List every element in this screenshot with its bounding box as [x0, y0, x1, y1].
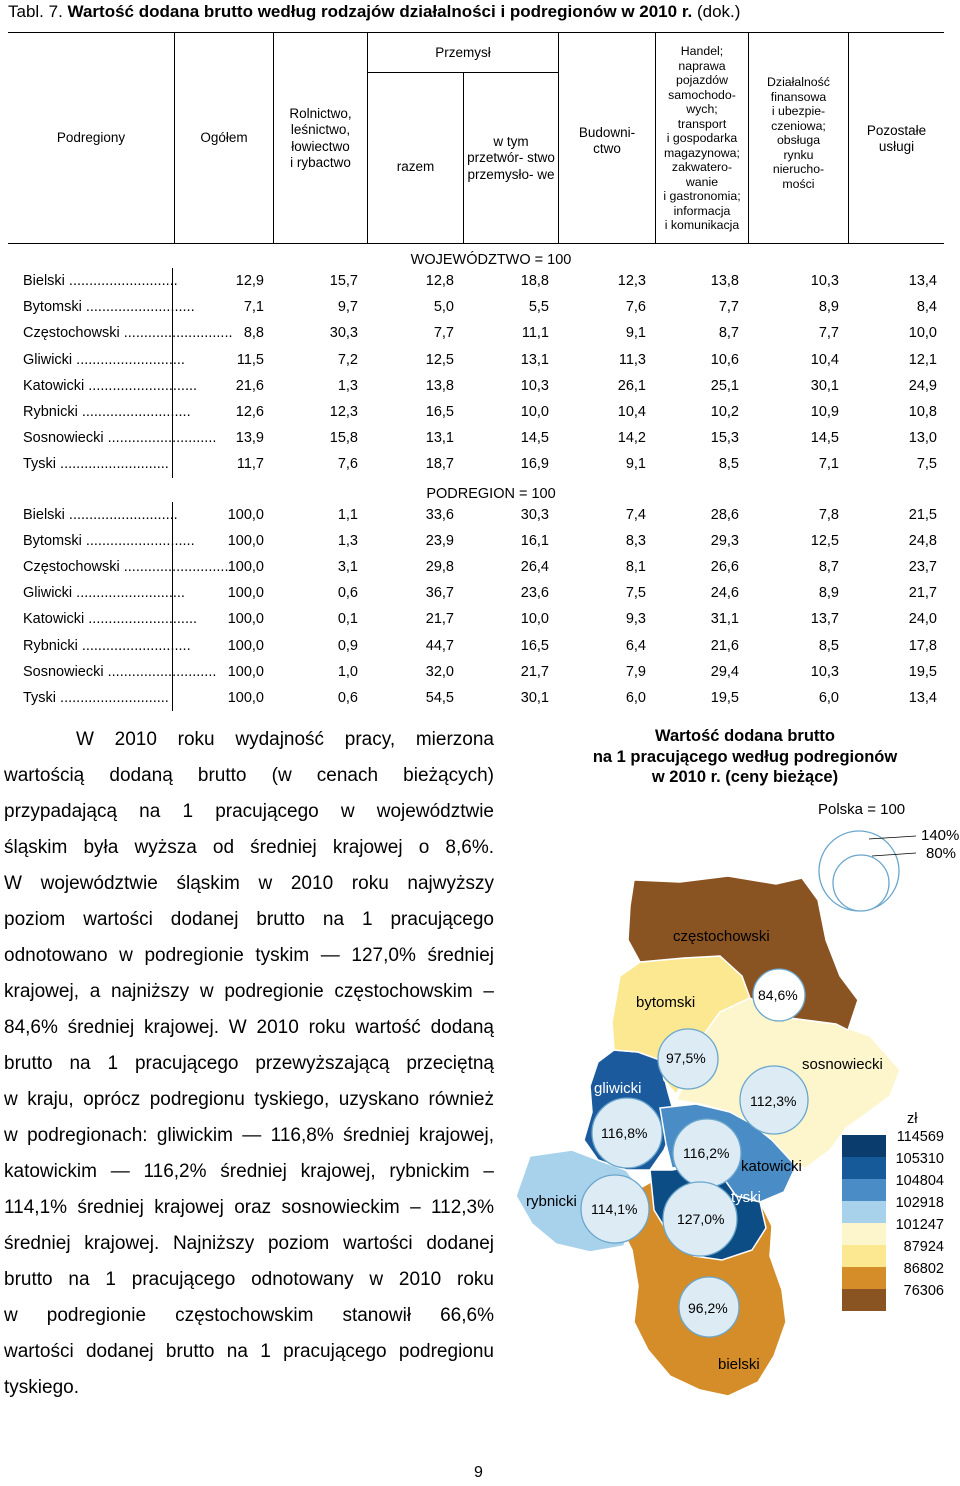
table-cell: 14,5 [810, 430, 839, 447]
map-title-line: na 1 pracującego według podregionów [592, 747, 898, 766]
table-cell: 13,8 [425, 377, 454, 394]
paragraph-line: wartością dodaną brutto (w cenach bieżących) [4, 765, 494, 786]
legend-swatch [842, 1135, 886, 1157]
table-cell: 24,0 [908, 611, 937, 628]
table-cell: 7,6 [337, 456, 358, 473]
table-cell: 5,5 [528, 299, 549, 316]
table-cell: 23,9 [425, 532, 454, 549]
table-cell: 13,0 [908, 430, 937, 447]
table-cell: 13,7 [810, 611, 839, 628]
table-cell: 10,4 [617, 404, 646, 421]
polska-reference-label: Polska = 100 [818, 801, 906, 818]
row-label: Bytomski ........................... [8, 294, 173, 320]
header-ogolem: Ogółem [174, 33, 273, 244]
paragraph-line: poziom wartości dodanej brutto na 1 pracującego [4, 909, 494, 930]
row-label: Katowicki ........................... [8, 373, 173, 399]
table-cell: 7,9 [625, 663, 646, 680]
table-cell: 18,8 [520, 273, 549, 290]
table-cell: 9,1 [625, 325, 646, 342]
table-cell: 1,3 [337, 532, 358, 549]
map-title-line: w 2010 r. (ceny bieżące) [651, 768, 839, 786]
paragraph-line: brutto na 1 pracującego przewyższającą przeciętną [4, 1053, 494, 1074]
table-cell: 100,0 [227, 585, 264, 602]
table-cell: 16,5 [425, 404, 454, 421]
page-number: 9 [474, 1464, 483, 1481]
table-cell: 8,8 [243, 325, 264, 342]
table-cell: 17,8 [908, 637, 937, 654]
table-cell: 10,3 [520, 377, 549, 394]
table-cell: 0,6 [337, 689, 358, 706]
region-label-tyski: tyski [731, 1189, 761, 1206]
table-cell: 8,9 [818, 585, 839, 602]
table-cell: 0,1 [337, 611, 358, 628]
bubble-size-legend [819, 831, 916, 911]
table-cell: 7,4 [625, 506, 646, 523]
table-cell: 30,1 [520, 689, 549, 706]
paragraph-line: w podregionie częstochowskim stanowił 66,6% [4, 1305, 494, 1326]
table-cell: 12,9 [235, 273, 264, 290]
table-cell: 24,6 [710, 585, 739, 602]
row-label: Bytomski ........................... [8, 528, 173, 554]
region-pct-czestochowski: 84,6% [758, 987, 798, 1003]
table-cell: 30,3 [329, 325, 358, 342]
legend-swatch [842, 1157, 886, 1179]
table-cell: 7,5 [625, 585, 646, 602]
table-cell: 3,1 [337, 558, 358, 575]
table-cell: 7,7 [818, 325, 839, 342]
bubble-legend-label-small: 80% [926, 845, 957, 862]
table-cell: 13,8 [710, 273, 739, 290]
table-cell: 0,6 [337, 585, 358, 602]
row-label: Bielski ........................... [8, 502, 173, 528]
table-cell: 7,8 [818, 506, 839, 523]
table-cell: 19,5 [710, 689, 739, 706]
region-label-gliwicki: gliwicki [594, 1080, 642, 1097]
table-cell: 10,0 [908, 325, 937, 342]
paragraph-line: przypadającą na 1 pracującego w województwie [4, 801, 494, 822]
legend-swatch [842, 1201, 886, 1223]
paragraph-line: 114,1% średniej krajowej oraz sosnowieckim – 112,3% [4, 1197, 494, 1218]
table-cell: 33,6 [425, 506, 454, 523]
paragraph-line: W 2010 roku wydajność pracy, mierzona [76, 729, 494, 750]
table-cell: 14,5 [520, 430, 549, 447]
table-cell: 13,4 [908, 273, 937, 290]
table-cell: 5,0 [433, 299, 454, 316]
table-cell: 8,1 [625, 558, 646, 575]
row-label: Sosnowiecki ........................... [8, 659, 173, 685]
table-cell: 12,1 [908, 351, 937, 368]
paragraph-line: odnotowano w podregionie tyskim — 127,0% średniej [4, 945, 494, 966]
table-cell: 26,4 [520, 558, 549, 575]
table-cell: 10,0 [520, 611, 549, 628]
table-cell: 26,1 [617, 377, 646, 394]
table-cell: 21,7 [908, 585, 937, 602]
bubble-legend-small [833, 855, 889, 911]
table-cell: 11,3 [618, 351, 646, 368]
table-cell: 7,5 [916, 456, 937, 473]
table-cell: 29,4 [710, 663, 739, 680]
section-heading: PODREGION = 100 [426, 485, 556, 502]
region-pct-gliwicki: 116,8% [601, 1125, 648, 1141]
table-cell: 21,6 [710, 637, 739, 654]
table-cell: 1,3 [337, 377, 358, 394]
table-cell: 6,0 [625, 689, 646, 706]
table-cell: 100,0 [227, 532, 264, 549]
table-cell: 11,7 [236, 456, 264, 473]
table-cell: 100,0 [227, 689, 264, 706]
table-cell: 100,0 [227, 611, 264, 628]
table-cell: 8,9 [818, 299, 839, 316]
row-label: Rybnicki ........................... [8, 632, 173, 658]
table-cell: 8,3 [625, 532, 646, 549]
table-cell: 24,8 [908, 532, 937, 549]
paragraph-line: katowickim — 116,2% średniej krajowej, rybnickim – [4, 1161, 494, 1182]
row-label: Katowicki ........................... [8, 606, 173, 632]
table-cell: 21,5 [908, 506, 937, 523]
table-cell: 8,5 [818, 637, 839, 654]
table-cell: 13,4 [908, 689, 937, 706]
region-pct-bielski: 96,2% [688, 1300, 728, 1316]
legend-swatch [842, 1245, 886, 1267]
table-cell: 32,0 [425, 663, 454, 680]
table-cell: 8,7 [818, 558, 839, 575]
table-cell: 21,6 [235, 377, 264, 394]
paragraph-line: W województwie śląskim w 2010 roku najwyższy [4, 873, 494, 894]
table-cell: 7,7 [433, 325, 454, 342]
table-cell: 9,3 [625, 611, 646, 628]
region-label-sosnowiecki: sosnowiecki [802, 1056, 883, 1073]
table-cell: 100,0 [227, 663, 264, 680]
table-cell: 7,2 [337, 351, 358, 368]
paragraph-line: w podregionach: gliwickim — 116,8% średniej krajowej, [4, 1125, 494, 1146]
row-label: Częstochowski ........................... [8, 320, 173, 346]
region-label-czestochowski: częstochowski [673, 928, 770, 945]
table-cell: 7,1 [818, 456, 839, 473]
table-cell: 14,2 [617, 430, 646, 447]
table-cell: 7,1 [243, 299, 264, 316]
row-label: Tyski ........................... [8, 451, 173, 477]
header-budownictwo: Budowni- ctwo [558, 33, 655, 244]
paragraph-line: wartości dodanej brutto na 1 pracującego podregionu [4, 1341, 494, 1362]
table-cell: 10,3 [810, 663, 839, 680]
table-cell: 36,7 [425, 585, 454, 602]
table-cell: 11,5 [236, 351, 264, 368]
table-cell: 13,9 [235, 430, 264, 447]
table-cell: 16,1 [520, 532, 549, 549]
table-cell: 1,1 [337, 506, 358, 523]
table-cell: 21,7 [425, 611, 454, 628]
table-cell: 10,3 [810, 273, 839, 290]
paragraph-line: tyskiego. [4, 1377, 79, 1398]
table-cell: 8,5 [718, 456, 739, 473]
table-cell: 12,5 [425, 351, 454, 368]
row-label: Sosnowiecki ........................... [8, 425, 173, 451]
table-cell: 30,1 [810, 377, 839, 394]
table-cell: 54,5 [425, 689, 454, 706]
legend-label: 105310 [895, 1151, 944, 1167]
map-title-line: Wartość dodana brutto [655, 727, 835, 745]
table-title-suffix: (dok.) [696, 2, 741, 21]
table-cell: 12,3 [329, 404, 358, 421]
table-cell: 8,7 [718, 325, 739, 342]
table-cell: 1,0 [337, 663, 358, 680]
legend-label: 102918 [895, 1195, 944, 1211]
header-pozostale: Pozostałe usługi [848, 33, 944, 244]
table-cell: 15,8 [329, 430, 358, 447]
region-pct-bytomski: 97,5% [666, 1050, 706, 1066]
header-finanse: Działalność finansowa i ubezpie- czeniowa; obsługa rynku nierucho- mości [748, 33, 848, 244]
table-cell: 13,1 [520, 351, 549, 368]
bubble-legend-label-large: 140% [921, 827, 960, 844]
table-cell: 100,0 [227, 506, 264, 523]
table-cell: 11,1 [521, 325, 549, 342]
table-cell: 6,0 [818, 689, 839, 706]
row-label: Gliwicki ........................... [8, 347, 173, 373]
section-heading: WOJEWÓDZTWO = 100 [410, 252, 572, 268]
table-cell: 23,7 [908, 558, 937, 575]
legend-label: 86802 [903, 1261, 944, 1277]
region-label-katowicki: katowicki [741, 1158, 802, 1175]
table-cell: 15,7 [329, 273, 358, 290]
table-cell: 31,1 [710, 611, 739, 628]
region-label-bytomski: bytomski [636, 994, 696, 1011]
table-cell: 16,9 [520, 456, 549, 473]
table-cell: 10,0 [520, 404, 549, 421]
header-handel: Handel; naprawa pojazdów samochodo- wych; transport i gospodarka magazynowa; zakwatero- wanie i gastronomia; informacja i komunikacja [655, 33, 748, 244]
region-pct-rybnicki: 114,1% [591, 1201, 638, 1217]
row-label: Tyski ........................... [8, 685, 173, 711]
table-cell: 0,9 [337, 637, 358, 654]
legend-label: 104804 [895, 1173, 944, 1189]
legend-unit: zł [907, 1111, 918, 1127]
table-cell: 26,6 [710, 558, 739, 575]
legend-label: 87924 [903, 1239, 944, 1255]
table-cell: 44,7 [425, 637, 454, 654]
table-cell: 12,8 [425, 273, 454, 290]
table-cell: 8,4 [916, 299, 937, 316]
table-cell: 18,7 [425, 456, 454, 473]
table-cell: 15,3 [710, 430, 739, 447]
region-pct-katowicki: 116,2% [683, 1145, 730, 1161]
paragraph-line: śląskim była wyższa od średniej krajowej o 8,6%. [4, 837, 494, 858]
region-label-rybnicki: rybnicki [526, 1193, 577, 1210]
header-przemysl-przetworstwo: w tym przetwór- stwo przemysło- we [463, 73, 558, 244]
table-cell: 10,2 [710, 404, 739, 421]
table-title-main: Wartość dodana brutto według rodzajów działalności i podregionów w 2010 r. [67, 2, 693, 21]
table-cell: 23,6 [520, 585, 549, 602]
paragraph-line: krajowej, a najniższy w podregionie częstochowskim – [4, 981, 494, 1002]
table-cell: 16,5 [520, 637, 549, 654]
table-cell: 25,1 [710, 377, 739, 394]
row-label: Bielski ........................... [8, 268, 173, 294]
table-number: Tabl. 7. [8, 2, 63, 21]
legend-label: 101247 [895, 1217, 944, 1233]
legend-swatch [842, 1267, 886, 1289]
table-cell: 13,1 [425, 430, 454, 447]
header-przemysl-razem: razem [367, 73, 463, 244]
table-cell: 10,9 [810, 404, 839, 421]
region-label-bielski: bielski [718, 1356, 760, 1373]
paragraph-line: w kraju, oprócz podregionu tyskiego, uzyskano również [4, 1089, 494, 1110]
table-cell: 100,0 [227, 558, 264, 575]
paragraph-line: brutto na 1 pracującego odnotowany w 2010 roku [4, 1269, 494, 1290]
table-cell: 9,1 [625, 456, 646, 473]
header-przemysl: Przemysł [367, 33, 558, 73]
table-cell: 19,5 [908, 663, 937, 680]
table-cell: 9,7 [337, 299, 358, 316]
table-cell: 30,3 [520, 506, 549, 523]
table-cell: 7,7 [718, 299, 739, 316]
legend-label: 76306 [903, 1283, 944, 1299]
legend-label: 114569 [896, 1129, 944, 1145]
color-legend [842, 1129, 944, 1311]
table-cell: 12,6 [235, 404, 264, 421]
table-cell: 29,3 [710, 532, 739, 549]
legend-swatch [842, 1179, 886, 1201]
row-label: Częstochowski ........................... [8, 554, 173, 580]
table-cell: 12,3 [617, 273, 646, 290]
table-cell: 24,9 [908, 377, 937, 394]
legend-swatch [842, 1223, 886, 1245]
table-cell: 28,6 [710, 506, 739, 523]
header-podregiony: Podregiony [56, 130, 126, 146]
table-cell: 29,8 [425, 558, 454, 575]
legend-swatch [842, 1289, 886, 1311]
table-cell: 10,8 [908, 404, 937, 421]
paragraph-line: 84,6% średniej krajowej. W 2010 roku wartość dodaną [4, 1017, 494, 1038]
table-cell: 10,6 [710, 351, 739, 368]
row-label: Rybnicki ........................... [8, 399, 173, 425]
table-cell: 7,6 [625, 299, 646, 316]
table-cell: 10,4 [810, 351, 839, 368]
table-cell: 12,5 [810, 532, 839, 549]
header-rolnictwo: Rolnictwo, leśnictwo, łowiectwo i rybactwo [273, 33, 367, 244]
table-cell: 21,7 [520, 663, 549, 680]
region-pct-tyski: 127,0% [677, 1211, 725, 1227]
region-pct-sosnowiecki: 112,3% [750, 1093, 797, 1109]
paragraph-line: średniej krajowej. Najniższy poziom wartości dodanej [4, 1233, 494, 1254]
table-cell: 6,4 [625, 637, 646, 654]
row-label: Gliwicki ........................... [8, 580, 173, 606]
legend-item [842, 1283, 944, 1311]
table-cell: 100,0 [227, 637, 264, 654]
